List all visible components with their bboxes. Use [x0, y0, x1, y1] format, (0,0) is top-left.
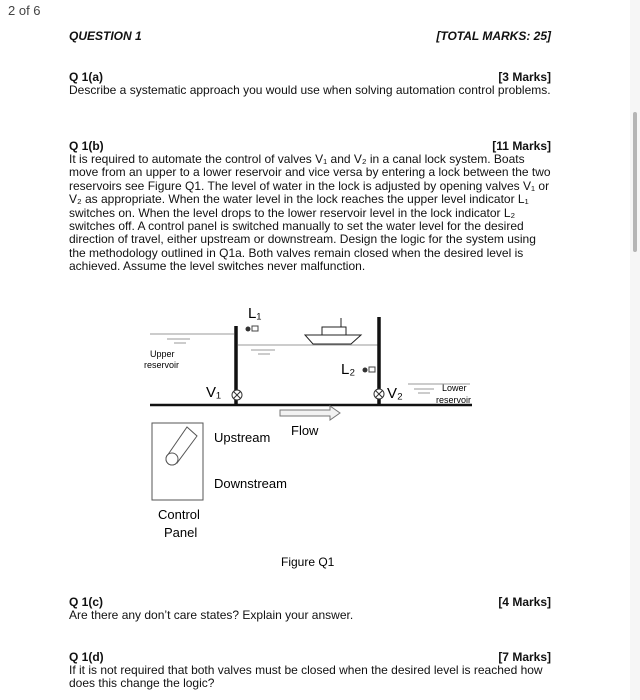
- l2-label: L₂: [341, 361, 356, 378]
- l1-label: L₁: [248, 305, 262, 322]
- q1d-text: If it is not required that both valves must be closed when the desired level is reached how does this change the logic?: [69, 663, 543, 691]
- l2-level-switch: [363, 367, 376, 373]
- lower-reservoir-label-2: reservoir: [436, 395, 472, 405]
- upper-water-surface: [150, 334, 234, 343]
- boat: [305, 318, 361, 344]
- control-panel: [152, 423, 203, 500]
- q1a-label: Q 1(a): [69, 70, 104, 84]
- q1c-marks: [4 Marks]: [498, 595, 551, 609]
- lower-reservoir-label-1: Lower: [442, 383, 467, 393]
- q1d-label: Q 1(d): [69, 650, 104, 664]
- upper-reservoir-label-1: Upper: [150, 349, 175, 359]
- q1c-label: Q 1(c): [69, 595, 104, 609]
- q1b-marks: [11 Marks]: [492, 139, 551, 153]
- v2-label: V₂: [387, 385, 403, 402]
- v1-label: V₁: [206, 384, 222, 401]
- q1c-text: Are there any don’t care states? Explain your answer.: [69, 608, 354, 622]
- flow-label: Flow: [291, 423, 319, 438]
- page-indicator: 2 of 6: [8, 3, 41, 18]
- control-panel-label-1: Control: [158, 507, 200, 522]
- upstream-label: Upstream: [214, 430, 271, 445]
- v2-valve-icon: [374, 389, 384, 399]
- flow-arrow-icon: [280, 406, 340, 420]
- control-panel-label-2: Panel: [164, 525, 198, 540]
- q1a-text: Describe a systematic approach you would use when solving automation control problems.: [69, 83, 551, 97]
- downstream-label: Downstream: [214, 476, 287, 491]
- l1-level-switch: [246, 326, 259, 332]
- q1b-text: It is required to automate the control of valves V₁ and V₂ in a canal lock system. Boats move from an upper to a lower reservoir and vice versa by entering a lock between the two reservoirs see Figure Q1. The level of water in the lock is adjusted by opening valves V₁ or V₂ as appropriate. When the water level in the lock reaches the upper level indicator L₁ switches on. When the level drops to the lower reservoir level in the lock indicator L₂ switches off. A control panel is switched manually to set the water level for the desired direction of travel, either upstream or downstream. Design the logic for the system using the methodology outlined in Q1a. Both valves remain closed when the desired level is achieved. Assume the level switches never malfunction.: [69, 152, 551, 274]
- figure-caption: Figure Q1: [281, 555, 335, 569]
- total-marks: [TOTAL MARKS: 25]: [436, 29, 551, 43]
- q1a-marks: [3 Marks]: [498, 70, 551, 84]
- question-title: QUESTION 1: [69, 29, 142, 43]
- q1d-marks: [7 Marks]: [498, 650, 551, 664]
- upper-reservoir-label-2: reservoir: [144, 360, 180, 370]
- v1-valve-icon: [232, 390, 242, 400]
- lock-water-surface: [238, 345, 378, 354]
- q1b-label: Q 1(b): [69, 139, 104, 153]
